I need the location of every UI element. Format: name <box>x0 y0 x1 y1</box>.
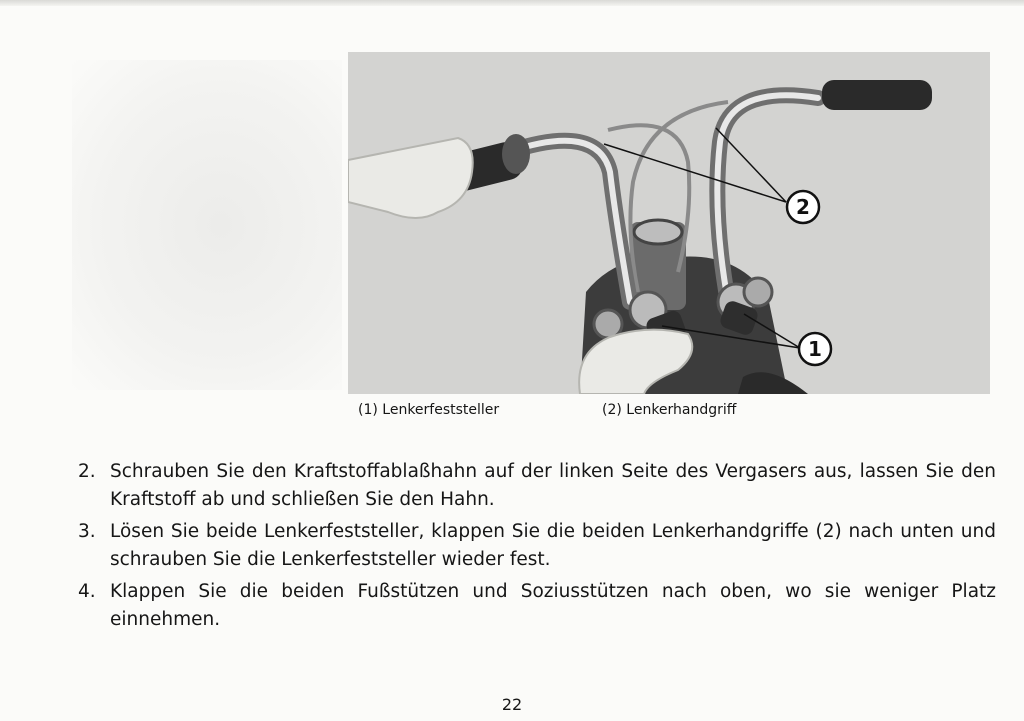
step-text: Lösen Sie beide Lenkerfeststeller, klappen Sie die beiden Lenkerhandgriffe (2) nach unten und schrauben Sie die Lenkerfeststeller wieder fest. <box>110 521 996 570</box>
page-number: 22 <box>501 695 523 714</box>
step-text: Klappen Sie die beiden Fußstützen und Soziusstützen nach oben, wo sie weniger Platz einnehmen. <box>110 581 996 630</box>
caption-lenkerhandgriff: (2) Lenkerhandgriff <box>602 402 737 418</box>
list-item <box>78 578 996 634</box>
callout-2-label: 2 <box>796 195 810 219</box>
step-text: Schrauben Sie den Kraftstoffablaßhahn auf der linken Seite des Vergasers aus, lassen Sie den Kraftstoff ab und schließen Sie den Hahn. <box>110 461 996 510</box>
callout-1 <box>799 333 831 365</box>
page-top-edge <box>0 0 1024 6</box>
instruction-list <box>78 458 996 638</box>
step-number: 4. <box>78 581 96 602</box>
callout-2 <box>787 191 819 223</box>
step-number: 3. <box>78 521 96 542</box>
callout-1-label: 1 <box>808 337 822 361</box>
caption-lenkerfeststeller: (1) Lenkerfeststeller <box>358 402 500 418</box>
handlebar-photo <box>348 52 990 394</box>
figure-captions <box>0 402 1024 424</box>
list-item <box>78 518 996 574</box>
show-through-shadow <box>72 60 342 390</box>
step-number: 2. <box>78 461 96 482</box>
list-item <box>78 458 996 514</box>
